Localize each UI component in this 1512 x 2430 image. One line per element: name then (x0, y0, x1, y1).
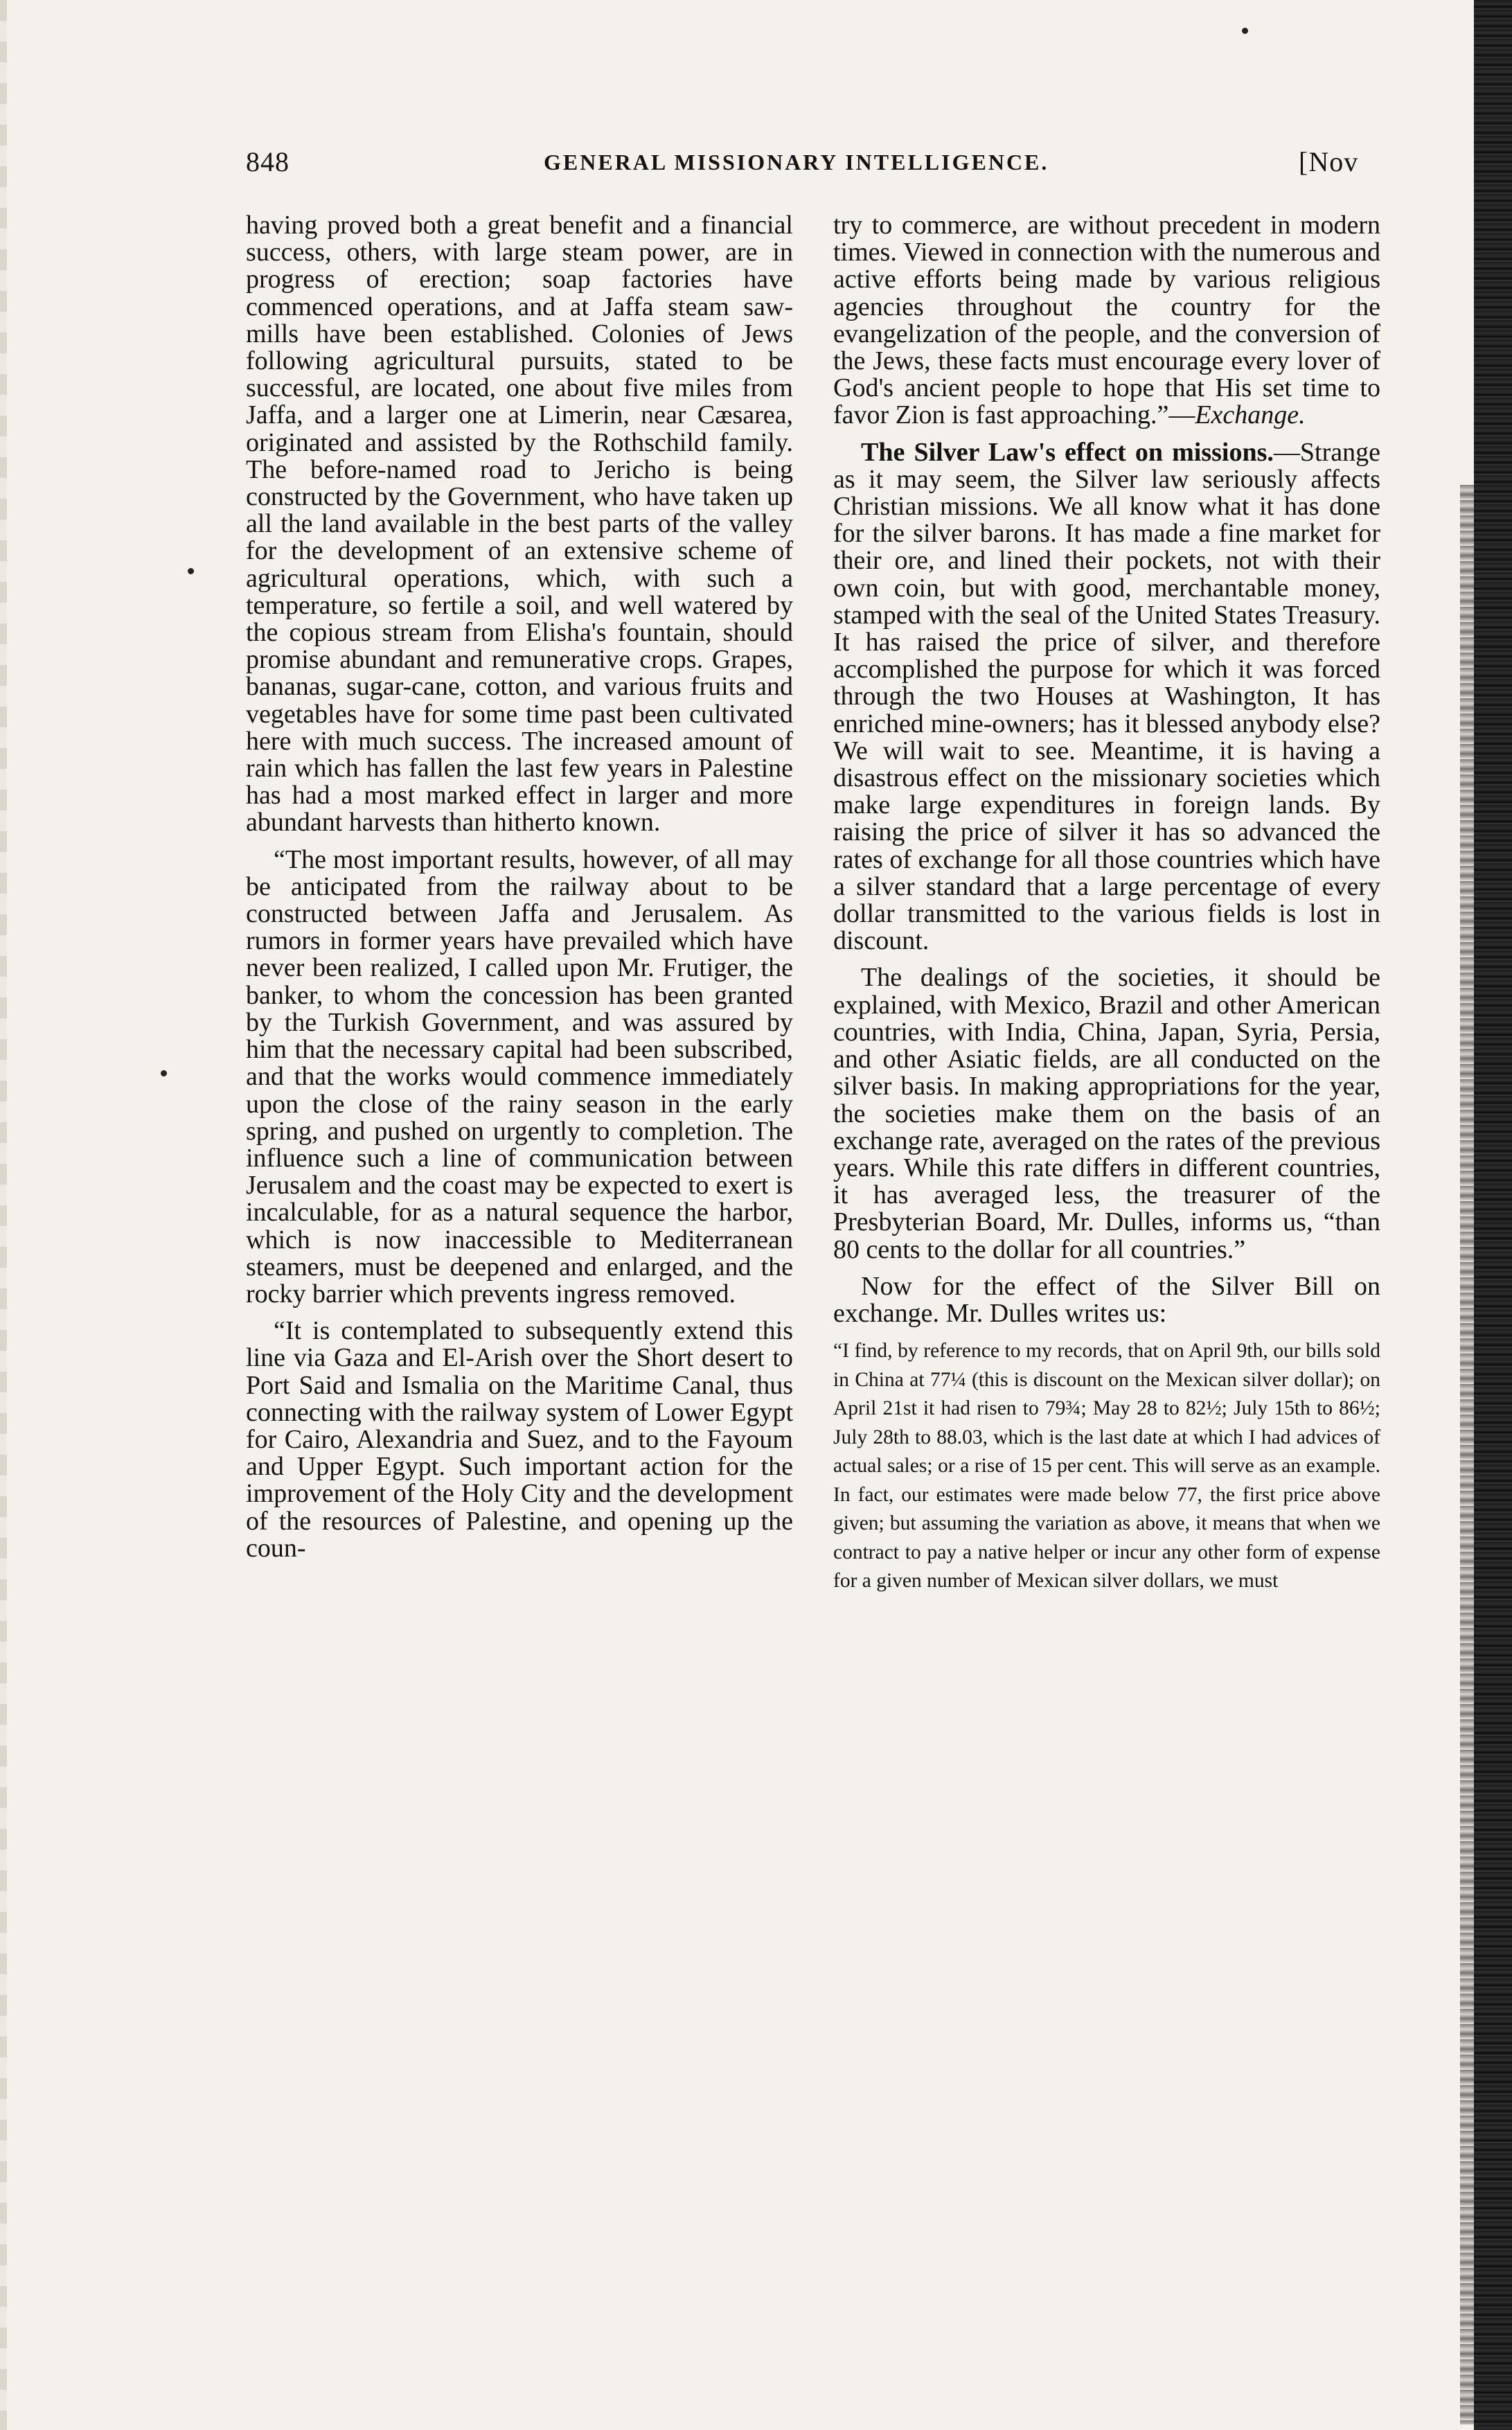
header-month: [Nov (1299, 146, 1359, 177)
page-number: 848 (246, 146, 290, 177)
right-paragraph-4: Now for the effect of the Silver Bill on exchange. Mr. Dulles writes us: (833, 1271, 1380, 1328)
left-paragraph-3: “It is contemplated to subsequently extend this line via Gaza and El-Arish over the Short desert to Port Said and Ismalia on the Maritime Canal, thus connecting with the railway system of Lower Egypt for Cairo, Alexandria and Suez, and to the Fayoum and Upper Egypt. Such important action for the improvement of the Holy City and the development of the resources of Palestine, and opening up the coun- (246, 1316, 793, 1563)
section-silver-law (833, 439, 1380, 955)
dulles-quote: “I find, by reference to my records, that on April 9th, our bills sold in China at 77¼ (this is discount on the Mexican silver dollar); on April 21st it had risen to 79¾; May 28 to 82½; July 15th to 86½; July 28th to 88.03, which is the last date at which I had advices of actual sales; or a rise of 15 per cent. This will serve as an example. In fact, our estimates were made below 77, the first price above given; but assuming the variation as above, it means that when we contract to pay a native helper or incur any other form of expense for a given number of Mexican silver dollars, we must (833, 1340, 1380, 1593)
left-column (246, 212, 793, 1572)
ink-speck (188, 568, 194, 574)
right-column (833, 212, 1380, 1606)
right-paragraph-1-text: try to commerce, are without precedent in modern times. Viewed in connection with the numerous and active efforts being made by various religious agencies throughout the country for the evangelization of the people, and the conversion of the Jews, these facts must encourage every lover of God's ancient people to hope that His set time to favor Zion is fast approaching.”— (833, 211, 1380, 430)
source-credit: Exchange. (1195, 400, 1306, 430)
scan-edge-left (0, 0, 7, 2430)
right-paragraph-1 (833, 212, 1380, 429)
left-paragraph-2: “The most important results, however, of all may be anticipated from the railway about to be constructed between Jaffa and Jerusalem. As rumors in former years have prevailed which have never been realized, I called upon Mr. Frutiger, the banker, to whom the concession has been granted by the Turkish Government, and was assured by him that the necessary capital had been subscribed, and that the works would commence immediately upon the close of the rainy season in the early spring, and pushed on urgently to completion. The influence such a line of communication between Jerusalem and the coast may be expected to exert is incalculable, for as a natural sequence the harbor, which is now inaccessible to Mediterranean steamers, must be deepened and enlarged, and the rocky barrier which prevents ingress removed. (246, 844, 793, 1309)
section-body: —Strange as it may seem, the Silver law seriously affects Christian missions. We all know what it has done for the silver barons. It has made a fine market for their ore, and lined their pockets, not with their own coin, but with good, merchantable money, stamped with the seal of the United States Treasury. It has raised the price of silver, and therefore accomplished the purpose for which it was forced through the two Houses at Washington, It has enriched mine-owners; has it blessed anybody else? We will wait to see. Meantime, it is having a disastrous effect on the missionary societies which make large expenditures in foreign lands. By raising the price of silver it has so advanced the rates of exchange for all those countries which have a silver standard that a large percentage of every dollar transmitted to the various fields is lost in discount. (833, 437, 1380, 956)
section-heading: The Silver Law's effect on missions. (861, 437, 1274, 467)
scan-edge-shadow (1460, 485, 1475, 2424)
running-head: GENERAL MISSIONARY INTELLIGENCE. (544, 150, 1049, 175)
left-paragraph-1: having proved both a great benefit and a financial success, others, with large steam power, are in progress of erection; soap factories have commenced operations, and at Jaffa steam saw-mills have been established. Colonies of Jews following agricultural pursuits, stated to be successful, are located, one about five miles from Jaffa, and a larger one at Limerin, near Cæsarea, originated and assisted by the Rothschild family. The before-named road to Jericho is being constructed by the Government, who have taken up all the land available in the best parts of the valley for the development of an extensive scheme of agricultural operations, which, with such a temperature, so fertile a soil, and well watered by the copious stream from Elisha's fountain, should promise abundant and remunerative crops. Grapes, bananas, sugar-cane, cotton, and various fruits and vegetables have for some time past been cultivated here with much success. The increased amount of rain which has fallen the last few years in Palestine has had a most marked effect in larger and more abundant harvests than hitherto known. (246, 211, 793, 837)
page-header (246, 145, 1465, 187)
scan-edge-right (1474, 0, 1512, 2430)
right-paragraph-3: The dealings of the societies, it should be explained, with Mexico, Brazil and other American countries, with India, China, Japan, Syria, Persia, and other Asiatic fields, are all conducted on the silver basis. In making appropriations for the year, the societies make them on the basis of an exchange rate, averaged on the rates of the previous years. While this rate differs in different countries, it has averaged less, the treasurer of the Presbyterian Board, Mr. Dulles, informs us, “than 80 cents to the dollar for all countries.” (833, 963, 1380, 1264)
ink-speck (161, 1070, 167, 1076)
ink-speck (1242, 28, 1248, 34)
